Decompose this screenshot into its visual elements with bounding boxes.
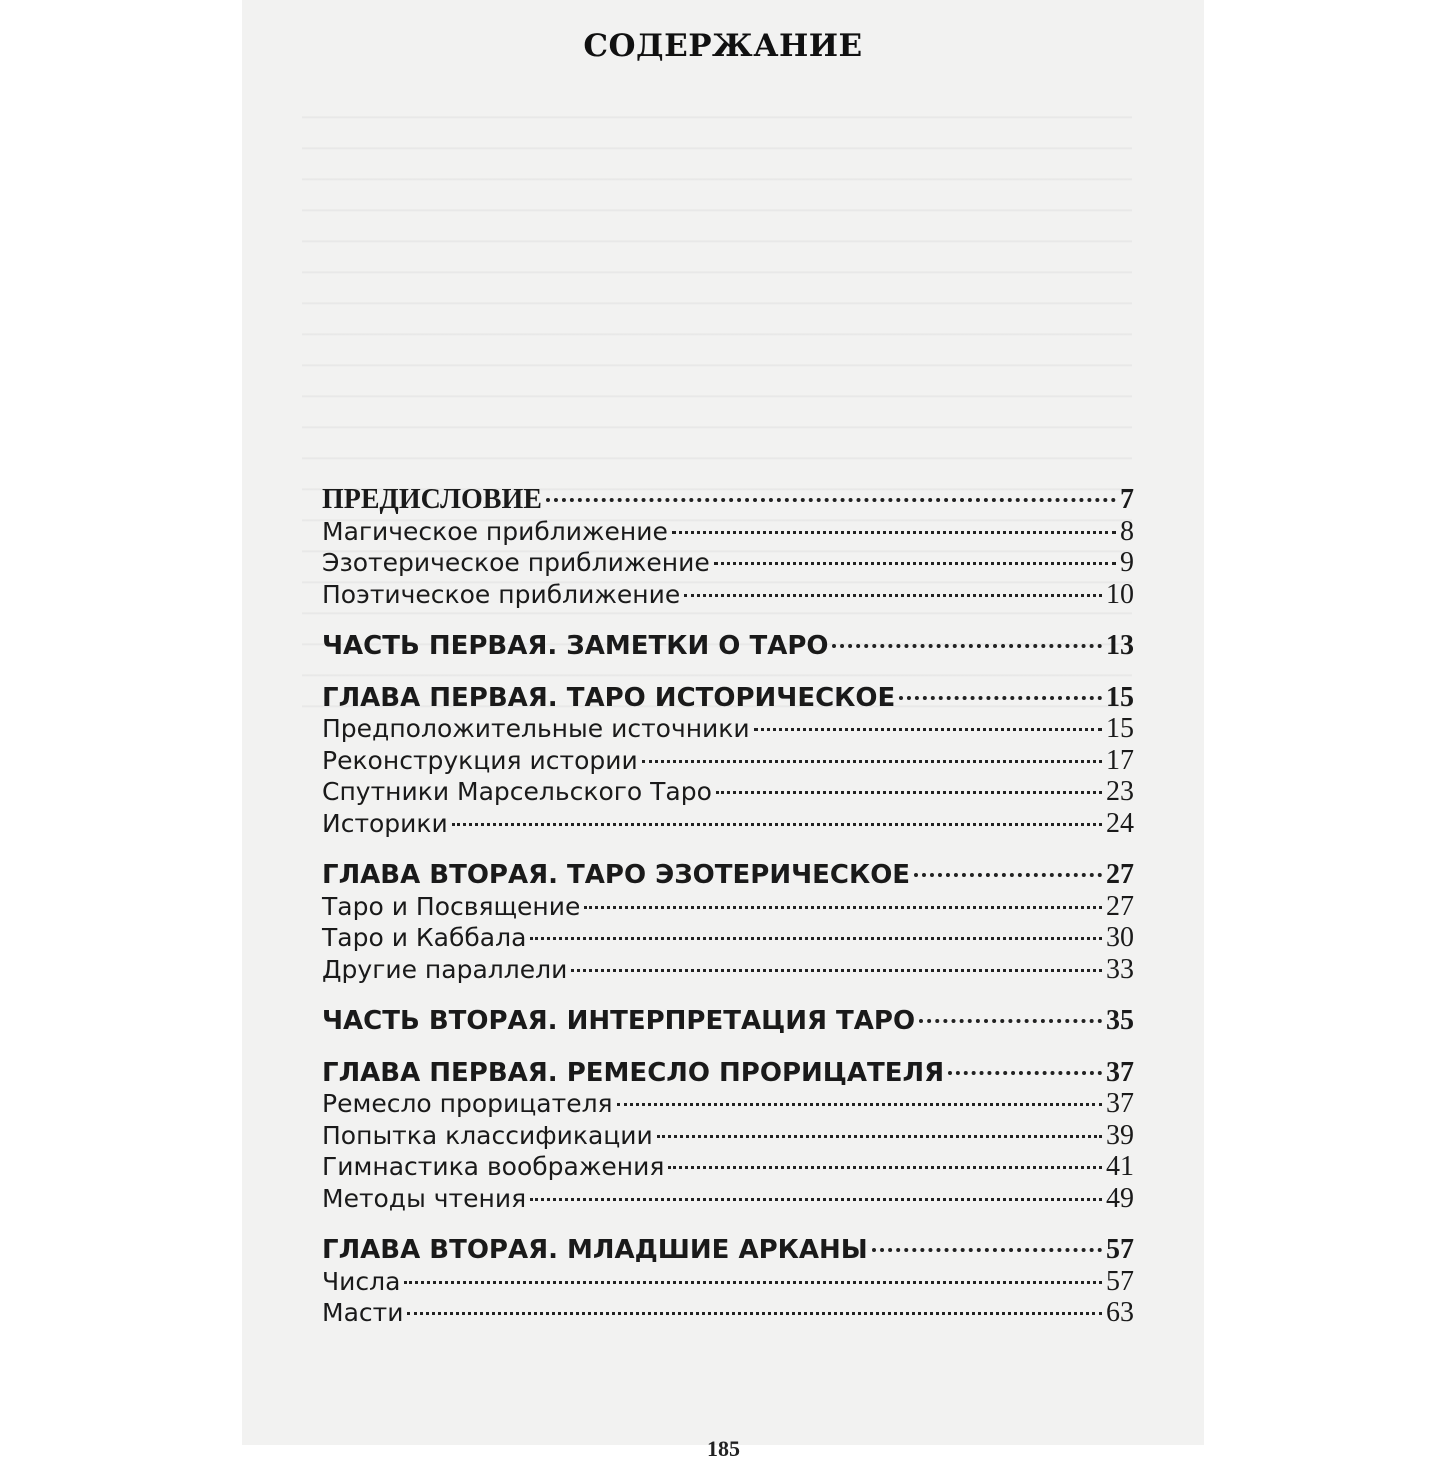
toc-entry: [322, 891, 1134, 923]
toc-entry: [322, 516, 1134, 548]
toc-entry: [322, 547, 1134, 579]
toc-page-number: 41: [1106, 1151, 1134, 1182]
toc-part-heading: [322, 1005, 1134, 1037]
dot-leader: [530, 937, 1102, 940]
dot-leader: [546, 498, 1116, 502]
dot-leader: [642, 760, 1102, 763]
section-gap: [322, 610, 1134, 630]
toc-page-number: 10: [1106, 578, 1134, 610]
dot-leader: [672, 531, 1116, 534]
toc-entry-title: Предположительные источники: [322, 714, 750, 743]
toc-page-number: 27: [1106, 890, 1134, 922]
toc-page-number: 7: [1120, 484, 1134, 515]
toc-page-number: 37: [1106, 1088, 1134, 1119]
toc-entry-title: ЧАСТЬ ВТОРАЯ. ИНТЕРПРЕТАЦИЯ ТАРО: [322, 1006, 916, 1036]
dot-leader: [617, 1103, 1102, 1106]
dot-leader: [668, 1166, 1102, 1169]
section-gap: [322, 1037, 1134, 1057]
toc-page-number: 35: [1106, 1005, 1134, 1036]
toc-entry-title: Магическое приближение: [322, 516, 668, 546]
page-title: СОДЕРЖАНИЕ: [583, 28, 863, 64]
toc-entry: [322, 922, 1134, 954]
dot-leader: [452, 823, 1102, 826]
toc-entry: [322, 1120, 1134, 1152]
toc-page-number: 49: [1106, 1182, 1134, 1214]
dot-leader: [530, 1198, 1102, 1201]
toc-page-number: 37: [1106, 1056, 1134, 1088]
toc-chapter-heading: [322, 1234, 1134, 1266]
toc-entry-title: Таро и Каббала: [322, 923, 527, 952]
dot-leader: [899, 696, 1102, 700]
toc-entry-title: Другие параллели: [322, 954, 568, 984]
toc-entry: [322, 1266, 1134, 1298]
toc-entry-title: Числа: [322, 1266, 401, 1296]
toc-entry-title: ГЛАВА ВТОРАЯ. ТАРО ЭЗОТЕРИЧЕСКОЕ: [322, 860, 911, 890]
dot-leader: [571, 969, 1102, 972]
toc-entry: [322, 1151, 1134, 1183]
toc-entry: [322, 776, 1134, 808]
section-gap: [322, 1214, 1134, 1234]
toc-page-number: 9: [1120, 547, 1134, 578]
toc-page-number: 15: [1106, 713, 1134, 744]
dot-leader: [714, 562, 1116, 565]
page-folio-number: 185: [707, 1436, 740, 1461]
toc-entry-title: Попытка классификации: [322, 1120, 653, 1150]
toc-entry: [322, 1088, 1134, 1120]
toc-entry-title: Таро и Посвящение: [322, 891, 581, 921]
toc-entry-title: Реконструкция истории: [322, 745, 638, 775]
toc-page-number: 63: [1106, 1297, 1134, 1328]
toc-entry-title: Масти: [322, 1298, 404, 1327]
toc-entry-preface: [322, 484, 1134, 516]
toc-entry-title: Методы чтения: [322, 1183, 527, 1213]
toc-entry: [322, 954, 1134, 986]
toc-entry-title: Эзотерическое приближение: [322, 548, 710, 577]
toc-entry: [322, 745, 1134, 777]
book-page: [242, 0, 1204, 1461]
dot-leader: [914, 873, 1102, 877]
dot-leader: [919, 1019, 1102, 1023]
dot-leader: [684, 594, 1102, 597]
toc-page-number: 57: [1106, 1234, 1134, 1265]
toc-page-number: 17: [1106, 744, 1134, 776]
toc-page-number: 23: [1106, 776, 1134, 807]
section-gap: [322, 839, 1134, 859]
dot-leader: [948, 1071, 1102, 1075]
toc-page-number: 8: [1120, 515, 1134, 547]
dot-leader: [404, 1281, 1102, 1284]
toc-page-number: 15: [1106, 681, 1134, 713]
toc-entry-title: Историки: [322, 808, 448, 838]
dot-leader: [584, 906, 1102, 909]
toc-entry-title: Ремесло прорицателя: [322, 1089, 613, 1118]
toc-part-heading: [322, 630, 1134, 662]
toc-entry: [322, 713, 1134, 745]
toc-entry: [322, 808, 1134, 840]
toc-page-number: 57: [1106, 1265, 1134, 1297]
dot-leader: [872, 1248, 1102, 1252]
toc-entry: [322, 1297, 1134, 1329]
toc-chapter-heading: [322, 1057, 1134, 1089]
toc-entry-title: Спутники Марсельского Таро: [322, 777, 712, 806]
dot-leader: [716, 791, 1102, 794]
toc-page-number: 33: [1106, 953, 1134, 985]
toc-entry-title: ПРЕДИСЛОВИЕ: [322, 484, 542, 515]
dot-leader: [407, 1312, 1102, 1315]
toc-entry-title: ГЛАВА ВТОРАЯ. МЛАДШИЕ АРКАНЫ: [322, 1235, 868, 1265]
dot-leader: [754, 728, 1102, 731]
toc-page-number: 24: [1106, 807, 1134, 839]
toc-entry: [322, 1183, 1134, 1215]
toc-page-number: 30: [1106, 922, 1134, 953]
toc-entry-title: ЧАСТЬ ПЕРВАЯ. ЗАМЕТКИ О ТАРО: [322, 631, 829, 661]
section-gap: [322, 985, 1134, 1005]
dot-leader: [832, 644, 1102, 648]
toc-page-number: 13: [1106, 630, 1134, 661]
dot-leader: [657, 1135, 1102, 1138]
toc-entry-title: Гимнастика воображения: [322, 1152, 665, 1181]
table-of-contents: [322, 484, 1134, 1329]
toc-page-number: 27: [1106, 859, 1134, 890]
toc-entry: [322, 579, 1134, 611]
toc-entry-title: ГЛАВА ПЕРВАЯ. ТАРО ИСТОРИЧЕСКОЕ: [322, 682, 896, 713]
toc-page-number: 39: [1106, 1119, 1134, 1151]
section-gap: [322, 662, 1134, 682]
toc-chapter-heading: [322, 859, 1134, 891]
toc-entry-title: Поэтическое приближение: [322, 579, 681, 609]
toc-entry-title: ГЛАВА ПЕРВАЯ. РЕМЕСЛО ПРОРИЦАТЕЛЯ: [322, 1057, 945, 1088]
toc-chapter-heading: [322, 682, 1134, 714]
